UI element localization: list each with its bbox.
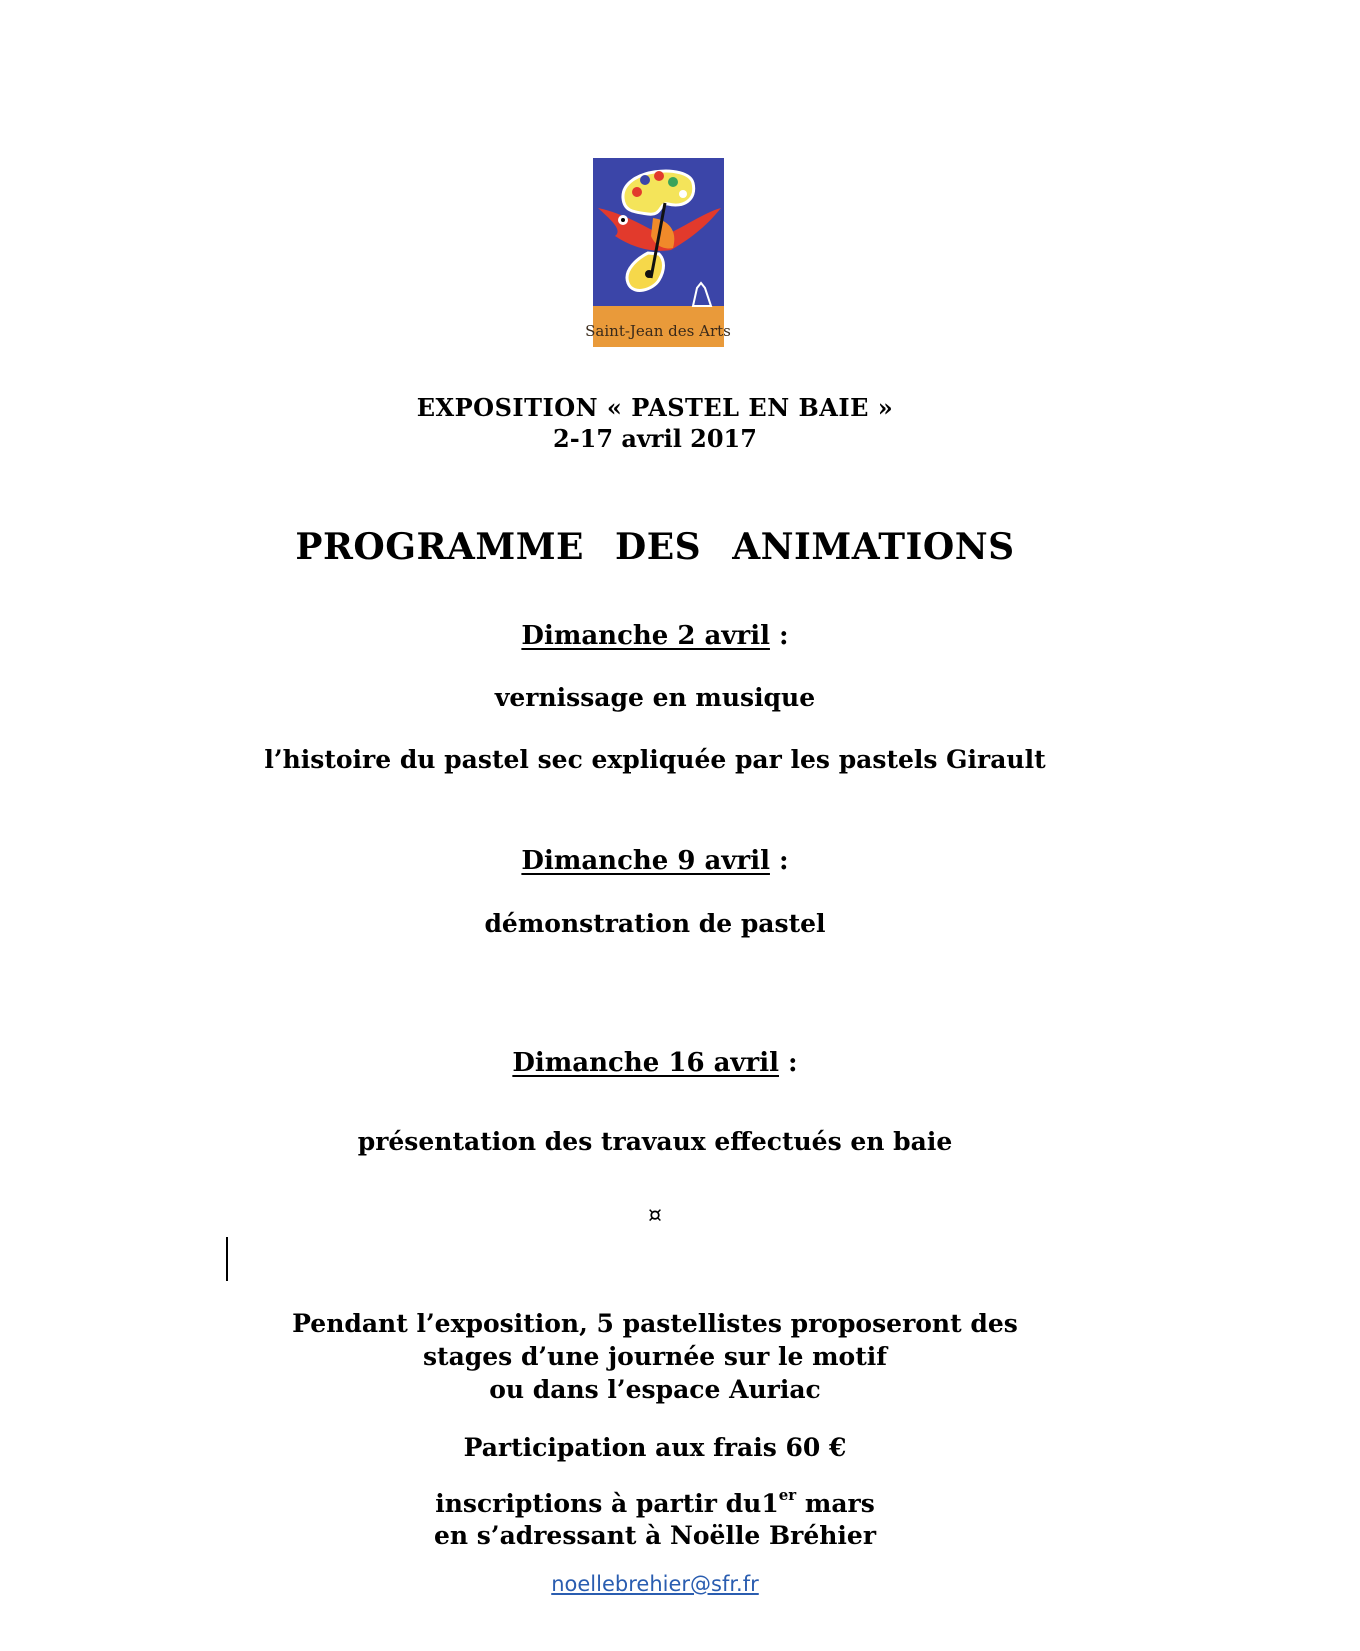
day-1-label: Dimanche 2 avril xyxy=(521,621,770,651)
text-cursor xyxy=(226,1237,228,1281)
day-3-colon: : xyxy=(779,1048,798,1078)
registration-prefix: inscriptions à partir du1 xyxy=(435,1489,779,1518)
exposition-dates: 2-17 avril 2017 xyxy=(553,424,757,453)
day-3-label: Dimanche 16 avril xyxy=(512,1048,779,1078)
registration-ordinal: er xyxy=(778,1486,797,1504)
event-poster-logo xyxy=(585,158,731,347)
section-separator: ¤ xyxy=(648,1203,662,1228)
day-3-event-1: présentation des travaux effectués en baie xyxy=(357,1127,953,1156)
stages-line-2: stages d’une journée sur le motif xyxy=(422,1342,888,1371)
day-2-event-1: démonstration de pastel xyxy=(484,909,826,938)
exposition-title: EXPOSITION « PASTEL EN BAIE » xyxy=(416,393,894,422)
registration-contact: en s’adressant à Noëlle Bréhier xyxy=(434,1521,876,1550)
stages-line-1: Pendant l’exposition, 5 pastellistes proposeront des xyxy=(292,1309,1018,1338)
registration-line xyxy=(0,1486,1310,1518)
email-link[interactable]: noellebrehier@sfr.fr xyxy=(551,1572,759,1596)
participation-fee: Participation aux frais 60 € xyxy=(463,1433,847,1462)
program-title: PROGRAMME DES ANIMATIONS xyxy=(295,526,1015,568)
stages-line-3: ou dans l’espace Auriac xyxy=(489,1375,821,1404)
day-2-label: Dimanche 9 avril xyxy=(521,846,770,876)
day-2-colon: : xyxy=(769,846,789,876)
palette-bird-guitar-icon xyxy=(585,158,731,347)
day-1-event-2: l’histoire du pastel sec expliquée par les pastels Girault xyxy=(264,745,1046,774)
day-heading-1 xyxy=(0,621,1310,651)
registration-suffix: mars xyxy=(796,1489,875,1518)
day-heading-3 xyxy=(0,1048,1310,1078)
email-line xyxy=(0,1572,1310,1596)
svg-text:Saint-Jean des Arts: Saint-Jean des Arts xyxy=(585,322,731,340)
day-heading-2 xyxy=(0,846,1310,876)
day-1-colon: : xyxy=(769,621,789,651)
day-1-event-1: vernissage en musique xyxy=(494,683,816,712)
